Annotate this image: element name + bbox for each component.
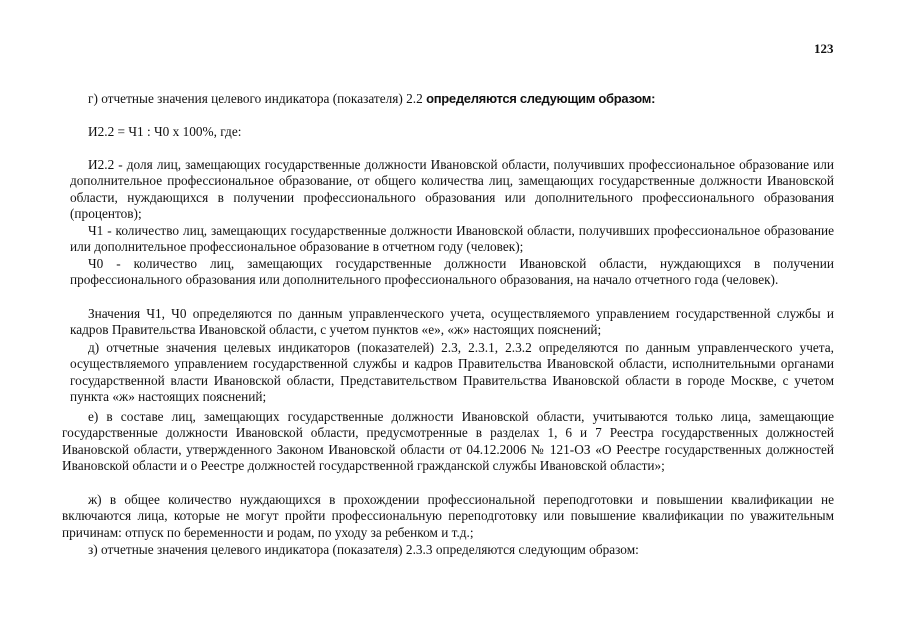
heading-g-bold-text: определяются следующим образом:	[426, 91, 656, 106]
page-number: 123	[814, 41, 834, 56]
paragraph-i22-definition: И2.2 - доля лиц, замещающих государственные должности Ивановской области, получивших профессиональное образование или дополнительное профессиональное образование, от общего количества лиц, замещающих государственные должности Ивановской области, нуждающихся в получении профессионального образования или дополнительного профессионального образования (процентов);	[70, 157, 834, 222]
paragraph-d: д) отчетные значения целевых индикаторов (показателей) 2.3, 2.3.1, 2.3.2 определяются по данным управленческого учета, осуществляемого управлением государственной службы и кадров Правительства Ивановской области, исполнительными органами государственной власти Ивановской области, Представительством Правительства Ивановской области в городе Москве, с учетом пункта «ж» настоящих пояснений;	[70, 340, 834, 405]
paragraph-ch1-definition: Ч1 - количество лиц, замещающих государственные должности Ивановской области, получивших профессиональное образование или дополнительное профессиональное образование в отчетном году (человек);	[70, 223, 834, 255]
heading-g	[88, 91, 655, 107]
heading-g-text: г) отчетные значения целевого индикатора (показателя) 2.2	[88, 91, 427, 106]
paragraph-z: з) отчетные значения целевого индикатора (показателя) 2.3.3 определяются следующим образом:	[88, 542, 639, 557]
paragraph-ch0-definition: Ч0 - количество лиц, замещающих государственные должности Ивановской области, нуждающихся в получении профессионального образования или дополнительного профессионального образования, на начало отчетного года (человек).	[70, 256, 834, 288]
paragraph-e: е) в составе лиц, замещающих государственные должности Ивановской области, учитываются только лица, замещающие государственные должности Ивановской области, предусмотренные в разделах 1, 6 и 7 Реестра государственных должностей Ивановской области, утвержденного Законом Ивановской области от 04.12.2006 № 121-ОЗ «О Реестре государственных должностей Ивановской области и о Реестре должностей государственной гражданской службы Ивановской области»;	[62, 409, 834, 474]
paragraph-values-source: Значения Ч1, Ч0 определяются по данным управленческого учета, осуществляемого управлением государственной службы и кадров Правительства Ивановской области, с учетом пунктов «е», «ж» настоящих пояснений;	[70, 306, 834, 338]
paragraph-zh: ж) в общее количество нуждающихся в прохождении профессиональной переподготовки и повышении квалификации не включаются лица, которые не могут пройти профессиональную переподготовку или повышение квалификации по уважительным причинам: отпуск по беременности и родам, по уходу за ребенком и т.д.;	[62, 492, 834, 540]
formula: И2.2 = Ч1 : Ч0 х 100%, где:	[88, 124, 242, 139]
